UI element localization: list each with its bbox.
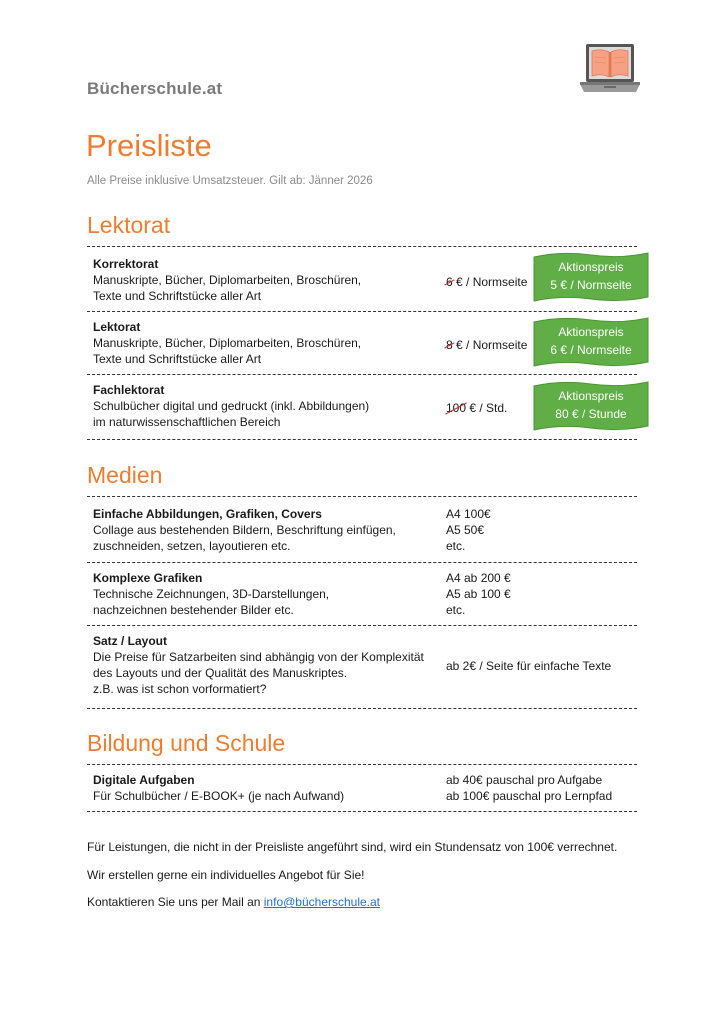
email-link[interactable]: info@bücherschule.at xyxy=(263,895,381,909)
row-title: Lektorat xyxy=(93,320,141,334)
price-cell xyxy=(446,658,611,674)
price-line: A5 50€ xyxy=(446,523,485,537)
row-desc-line: Für Schulbücher / E-BOOK+ (je nach Aufwand) xyxy=(93,789,345,803)
table-row xyxy=(87,563,637,625)
price-line: A4 ab 200 € xyxy=(446,571,511,585)
row-title: Satz / Layout xyxy=(93,634,168,648)
price-table-medien xyxy=(87,496,637,709)
row-desc-line: zuschneiden, setzen, layoutieren etc. xyxy=(93,539,291,553)
row-desc-line: Texte und Schriftstücke aller Art xyxy=(93,352,262,366)
divider xyxy=(87,708,637,709)
footer-offer: Wir erstellen gerne ein individuelles Angebot für Sie! xyxy=(87,868,365,882)
badge-price: 5 € / Normseite xyxy=(550,278,632,292)
price-unit: € / Std. xyxy=(466,401,508,415)
promo-badge xyxy=(532,251,650,301)
row-title: Korrektorat xyxy=(93,257,159,271)
badge-label: Aktionspreis xyxy=(558,260,624,274)
divider xyxy=(87,439,637,440)
footer-hourly-rate: Für Leistungen, die nicht in der Preisliste angeführt sind, wird ein Stundensatz von 100€ verrechnet. xyxy=(87,840,618,854)
row-desc-line: Die Preise für Satzarbeiten sind abhängig von der Komplexität xyxy=(93,650,424,664)
price-line: etc. xyxy=(446,539,466,553)
row-desc-line: nachzeichnen bestehender Bilder etc. xyxy=(93,603,294,617)
price-line: ab 2€ / Seite für einfache Texte xyxy=(446,659,612,673)
table-row xyxy=(87,375,637,439)
price-cell xyxy=(446,570,511,618)
price-unit: € / Normseite xyxy=(452,338,528,352)
footer-contact-text: Kontaktieren Sie uns per Mail an xyxy=(87,895,264,909)
section-heading-medien: Medien xyxy=(87,462,163,488)
badge-price: 80 € / Stunde xyxy=(555,407,627,421)
old-price: 8 xyxy=(446,338,453,352)
row-desc-line: z.B. was ist schon vorformatiert? xyxy=(93,682,267,696)
price-cell xyxy=(446,400,507,416)
price-table-lektorat xyxy=(87,246,637,440)
row-desc-line: Texte und Schriftstücke aller Art xyxy=(93,289,262,303)
price-line: etc. xyxy=(446,603,466,617)
page-subtitle: Alle Preise inklusive Umsatzsteuer. Gilt ab: Jänner 2026 xyxy=(87,175,373,187)
divider xyxy=(87,811,637,812)
promo-badge xyxy=(532,380,650,430)
table-row xyxy=(87,626,637,708)
badge-label: Aktionspreis xyxy=(558,389,624,403)
laptop-book-icon xyxy=(578,42,642,96)
table-row xyxy=(87,312,637,374)
row-title: Einfache Abbildungen, Grafiken, Covers xyxy=(93,507,322,521)
row-desc-line: Manuskripte, Bücher, Diplomarbeiten, Broschüren, xyxy=(93,273,362,287)
row-desc-line: Manuskripte, Bücher, Diplomarbeiten, Broschüren, xyxy=(93,336,362,350)
section-heading-bildung: Bildung und Schule xyxy=(87,730,286,756)
row-title: Komplexe Grafiken xyxy=(93,571,203,585)
promo-badge xyxy=(532,316,650,366)
table-row xyxy=(87,497,637,562)
price-table-bildung xyxy=(87,764,637,812)
table-row xyxy=(87,765,637,811)
brand-name: Bücherschule.at xyxy=(87,79,223,98)
page-title: Preisliste xyxy=(86,128,212,163)
row-desc-line: im naturwissenschaftlichen Bereich xyxy=(93,415,281,429)
price-line: A5 ab 100 € xyxy=(446,587,511,601)
price-line: A4 100€ xyxy=(446,507,491,521)
row-desc-line: Technische Zeichnungen, 3D-Darstellungen, xyxy=(93,587,330,601)
old-price: 100 xyxy=(446,401,467,415)
row-title: Digitale Aufgaben xyxy=(93,773,195,787)
row-desc-line: Collage aus bestehenden Bildern, Beschriftung einfügen, xyxy=(93,523,396,537)
price-cell xyxy=(446,506,491,554)
price-line: ab 100€ pauschal pro Lernpfad xyxy=(446,789,613,803)
row-desc-line: des Layouts und der Qualität des Manuskriptes. xyxy=(93,666,348,680)
row-title: Fachlektorat xyxy=(93,383,165,397)
row-desc-line: Schulbücher digital und gedruckt (inkl. Abbildungen) xyxy=(93,399,370,413)
price-unit: € / Normseite xyxy=(452,275,528,289)
badge-label: Aktionspreis xyxy=(558,325,624,339)
price-cell xyxy=(446,274,527,290)
section-heading-lektorat: Lektorat xyxy=(87,212,171,238)
footer-contact xyxy=(87,895,380,909)
price-line: ab 40€ pauschal pro Aufgabe xyxy=(446,773,603,787)
price-cell xyxy=(446,337,527,353)
badge-price: 6 € / Normseite xyxy=(550,343,632,357)
old-price: 6 xyxy=(446,275,453,289)
table-row xyxy=(87,247,637,311)
price-cell xyxy=(446,772,612,804)
